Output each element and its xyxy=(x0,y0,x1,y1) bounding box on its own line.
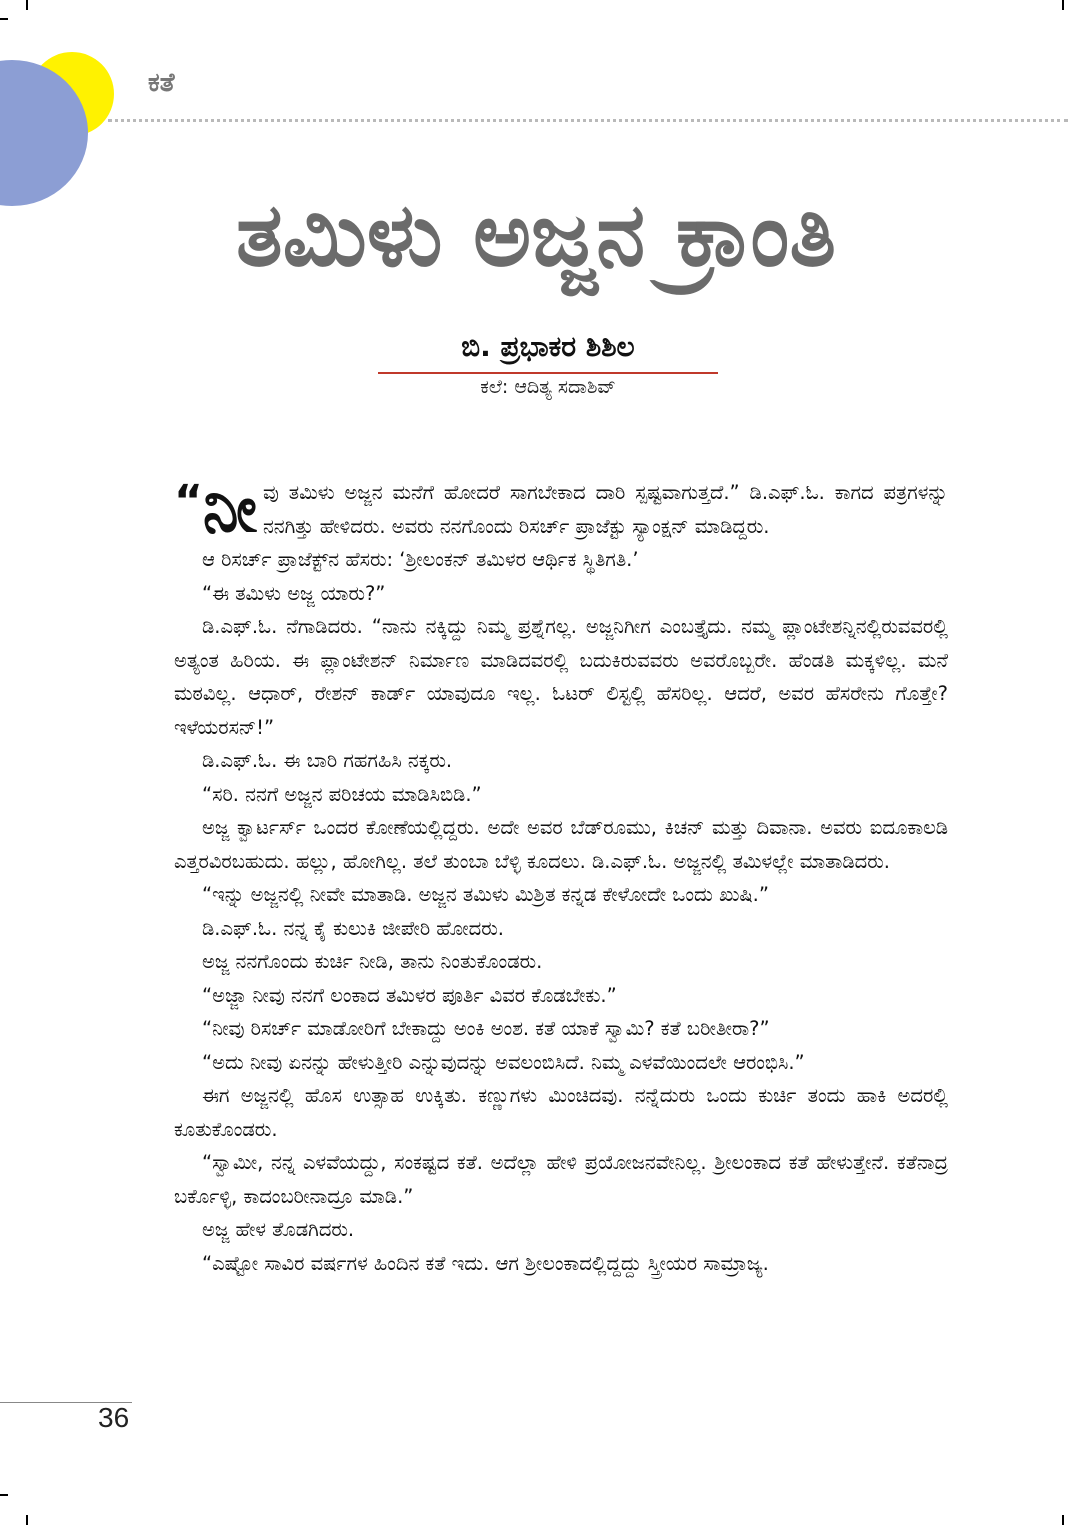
paragraph: ಅಜ್ಜ ಹೇಳ ತೊಡಗಿದರು. xyxy=(202,1218,355,1241)
page-number: 36 xyxy=(98,1402,130,1433)
paragraph-list xyxy=(174,543,948,1280)
crop-mark-top-right xyxy=(1062,0,1064,10)
paragraph: “ಈ ತಮಿಳು ಅಜ್ಜ ಯಾರು?” xyxy=(202,581,386,605)
paragraph: “ಸ್ವಾಮೀ, ನನ್ನ ಎಳವೆಯದ್ದು, ಸಂಕಷ್ಟದ ಕತೆ. ಅದೆಲ್ಲಾ ಹೇಳಿ ಪ್ರಯೋಜನವೇನಿಲ್ಲ. ಶ್ರೀಲಂಕಾದ ಕತೆ ಹೇಳುತ್ತೇನೆ. ಕತೆನಾದ್ರ ಬರ್ಕೊಳ್ಳಿ, ಕಾದಂಬರೀನಾದ್ರೂ ಮಾಡಿ.” xyxy=(174,1151,948,1208)
paragraph: ಆ ರಿಸರ್ಚ್ ಪ್ರಾಜೆಕ್ಟ್‌ನ ಹೆಸರು: ‘ಶ್ರೀಲಂಕನ್ ತಮಿಳರ ಆರ್ಥಿಕ ಸ್ಥಿತಿಗತಿ.’ xyxy=(202,548,639,571)
paragraph: “ಸರಿ. ನನಗೆ ಅಜ್ಜನ ಪರಿಚಯ ಮಾಡಿಸಿಬಿಡಿ.” xyxy=(202,782,482,806)
first-paragraph-text: ವು ತಮಿಳು ಅಜ್ಜನ ಮನೆಗೆ ಹೋದರೆ ಸಾಗಬೇಕಾದ ದಾರಿ ಸ್ಪಷ್ಟವಾಗುತ್ತದೆ.” ಡಿ.ಎಫ್.ಓ. ಕಾಗದ ಪತ್ರಗಳನ್ನು ನನಗಿತ್ತು ಹೇಳಿದರು. ಅವರು ನನಗೊಂದು ರಿಸರ್ಚ್ ಪ್ರಾಜೆಕ್ಟು ಸ್ಯಾಂಕ್ಷನ್ ಮಾಡಿದ್ದರು. xyxy=(262,481,948,538)
crop-mark-bottom-left xyxy=(26,1515,28,1525)
paragraph: ಡಿ.ಎಫ್.ಓ. ನೆಗಾಡಿದರು. “ನಾನು ನಕ್ಕಿದ್ದು ನಿಮ್ಮ ಪ್ರಶ್ನೆಗಲ್ಲ. ಅಜ್ಜನಿಗೀಗ ಎಂಬತ್ತೈದು. ನಮ್ಮ ಪ್ಲಾಂಟೇಶನ್ನಿನಲ್ಲಿರುವವರಲ್ಲಿ ಅತ್ಯಂತ ಹಿರಿಯ. ಈ ಪ್ಲಾಂಟೇಶನ್ ನಿರ್ಮಾಣ ಮಾಡಿದವರಲ್ಲಿ ಬದುಕಿರುವವರು ಅವರೊಬ್ಬರೇ. ಹೆಂಡತಿ ಮಕ್ಕಳಿಲ್ಲ. ಮನೆ ಮಠವಿಲ್ಲ. ಆಧಾರ್, ರೇಶನ್ ಕಾರ್ಡ್ ಯಾವುದೂ ಇಲ್ಲ. ಓಟರ್ ಲಿಸ್ಟಲ್ಲಿ ಹೆಸರಿಲ್ಲ. ಆದರೆ, ಅವರ ಹೆಸರೇನು ಗೊತ್ತೇ? ಇಳೆಯರಸನ್!” xyxy=(174,615,948,739)
paragraph: ಡಿ.ಎಫ್.ಓ. ಈ ಬಾರಿ ಗಹಗಹಿಸಿ ನಕ್ಕರು. xyxy=(202,749,453,772)
author-underline-rule xyxy=(378,372,718,374)
paragraph: “ನೀವು ರಿಸರ್ಚ್ ಮಾಡೋರಿಗೆ ಬೇಕಾದ್ದು ಅಂಕಿ ಅಂಶ. ಕತೆ ಯಾಕೆ ಸ್ವಾಮಿ? ಕತೆ ಬರೀತೀರಾ?” xyxy=(202,1017,770,1040)
paragraph: ಈಗ ಅಜ್ಜನಲ್ಲಿ ಹೊಸ ಉತ್ಸಾಹ ಉಕ್ಕಿತು. ಕಣ್ಣುಗಳು ಮಿಂಚಿದವು. ನನ್ನೆದುರು ಒಂದು ಕುರ್ಚಿ ತಂದು ಹಾಕಿ ಅದರಲ್ಲಿ ಕೂತುಕೊಂಡರು. xyxy=(174,1084,948,1141)
author-name: ಬಿ. ಪ್ರಭಾಕರ ಶಿಶಿಲ xyxy=(461,330,635,363)
crop-mark-left-upper xyxy=(0,18,8,20)
section-label: ಕತೆ xyxy=(148,68,175,98)
first-paragraph xyxy=(174,473,948,547)
story-title: ತಮಿಳು ಅಜ್ಜನ ಕ್ರಾಂತಿ xyxy=(235,183,836,286)
dropcap-letter: ನೀ xyxy=(202,473,257,547)
article-body xyxy=(174,473,948,1280)
paragraph: “ಇನ್ನು ಅಜ್ಜನಲ್ಲಿ ನೀವೇ ಮಾತಾಡಿ. ಅಜ್ಜನ ತಮಿಳು ಮಿಶ್ರಿತ ಕನ್ನಡ ಕೇಳೋದೇ ಒಂದು ಖುಷಿ.” xyxy=(202,883,769,906)
paragraph: ಡಿ.ಎಫ್.ಓ. ನನ್ನ ಕೈ ಕುಲುಕಿ ಜೀಪೇರಿ ಹೋದರು. xyxy=(202,916,504,940)
illustrator-credit: ಕಲೆ: ಆದಿತ್ಯ ಸದಾಶಿವ್ xyxy=(480,376,616,398)
header-dotted-rule xyxy=(108,119,1068,122)
open-quote-mark: “ xyxy=(174,476,203,527)
crop-mark-top-left xyxy=(26,0,28,10)
paragraph: ಅಜ್ಜ ಕ್ವಾರ್ಟರ್ಸ್ ಒಂದರ ಕೋಣೆಯಲ್ಲಿದ್ದರು. ಅದೇ ಅವರ ಬೆಡ್‌ರೂಮು, ಕಿಚನ್ ಮತ್ತು ದಿವಾನಾ. ಅವರು ಐದೂಕಾಲಡಿ ಎತ್ತರವಿರಬಹುದು. ಹಲ್ಲು, ಹೋಗಿಲ್ಲ. ತಲೆ ತುಂಬಾ ಬೆಳ್ಳಿ ಕೂದಲು. ಡಿ.ಎಫ್.ಓ. ಅಜ್ಜನಲ್ಲಿ ತಮಿಳಲ್ಲೇ ಮಾತಾಡಿದರು. xyxy=(174,816,948,873)
paragraph: “ಎಷ್ಟೋ ಸಾವಿರ ವರ್ಷಗಳ ಹಿಂದಿನ ಕತೆ ಇದು. ಆಗ ಶ್ರೀಲಂಕಾದಲ್ಲಿದ್ದದ್ದು ಸ್ತ್ರೀಯರ ಸಾಮ್ರಾಜ್ಯ. xyxy=(202,1251,769,1275)
dropcap-block xyxy=(174,473,257,547)
paragraph: ಅಜ್ಜ ನನಗೊಂದು ಕುರ್ಚಿ ನೀಡಿ, ತಾನು ನಿಂತುಕೊಂಡರು. xyxy=(202,950,543,973)
paragraph: “ಅದು ನೀವು ಏನನ್ನು ಹೇಳುತ್ತೀರಿ ಎನ್ನುವುದನ್ನು ಅವಲಂಬಿಸಿದೆ. ನಿಮ್ಮ ಎಳವೆಯಿಂದಲೇ ಆರಂಭಿಸಿ.” xyxy=(202,1050,805,1074)
crop-mark-bottom-right xyxy=(1062,1515,1064,1525)
crop-mark-left-lower xyxy=(0,1494,8,1496)
paragraph: “ಅಜ್ಜಾ ನೀವು ನನಗೆ ಲಂಕಾದ ತಮಿಳರ ಪೂರ್ತಿ ವಿವರ ಕೊಡಬೇಕು.” xyxy=(202,983,617,1007)
